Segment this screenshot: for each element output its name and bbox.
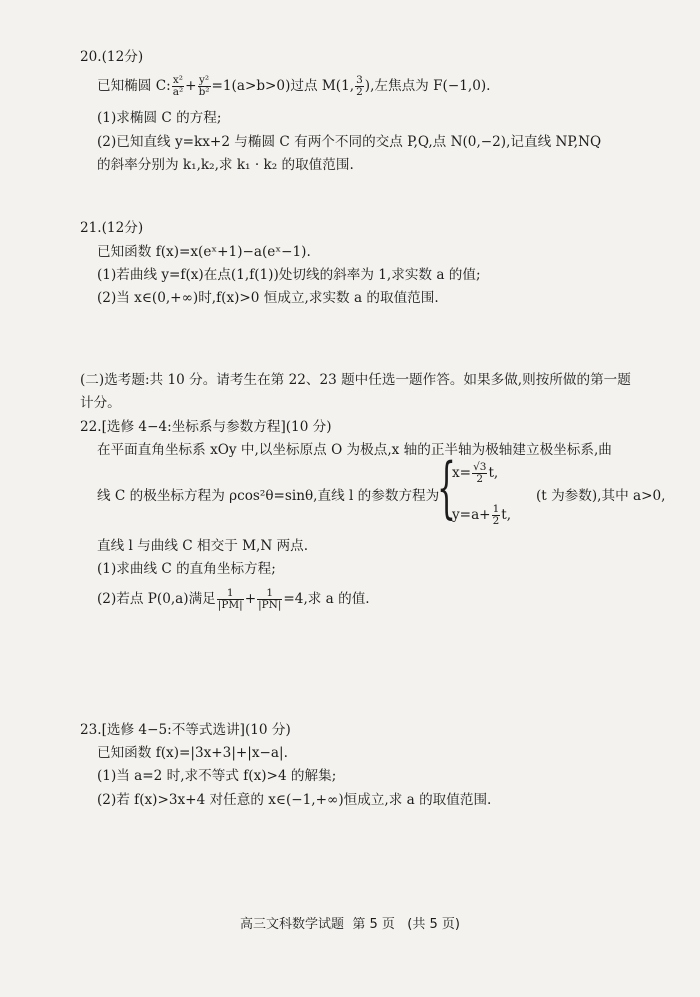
q20-stem-pre: 已知椭圆 C: xyxy=(97,78,171,94)
footer-page-number: 第 5 页 xyxy=(352,917,395,932)
show-through-text xyxy=(430,60,434,74)
q22-stem-line3: 直线 l 与曲线 C 相交于 M,N 两点. xyxy=(97,538,309,554)
q20-stem-post: ),左焦点为 F(−1,0). xyxy=(364,78,491,94)
elective-intro-line1: (二)选考题:共 10 分。请考生在第 22、23 题中任选一题作答。如果多做,则按所做的第一题 xyxy=(80,372,631,388)
q22-header: 22.[选修 4−4:坐标系与参数方程](10 分) xyxy=(80,419,332,435)
q21-part2: (2)当 x∈(0,+∞)时,f(x)>0 恒成立,求实数 a 的取值范围. xyxy=(97,290,439,306)
q22-fraction-sqrt3: $\frac{√3}{2}$ xyxy=(473,461,487,485)
q22-param-x: x= $\frac{√3}{2}$ t, xyxy=(452,461,499,485)
page-footer xyxy=(0,913,700,932)
q23-header: 23.[选修 4−5:不等式选讲](10 分) xyxy=(80,722,291,738)
q22-system-brace: { xyxy=(437,449,456,526)
q22-fraction-pm: $\frac{1}{|PM|}$ xyxy=(217,587,243,611)
q20-stem xyxy=(97,75,490,98)
q20-fraction-x: $\frac{\text{x²}}{\text{a²}}$ xyxy=(172,74,184,98)
q20-stem-mid: =1(a>b>0)过点 M(1, xyxy=(211,78,355,94)
q20-part2-cont: 的斜率分别为 k₁,k₂,求 k₁ · k₂ 的取值范围. xyxy=(97,157,354,173)
q22-fraction-half: $\frac{1}{2}$ xyxy=(492,503,500,527)
footer-page-total: (共 5 页) xyxy=(407,917,460,932)
q22-stem-line1: 在平面直角坐标系 xOy 中,以坐标原点 O 为极点,x 轴的正半轴为极轴建立极坐标系,曲 xyxy=(97,442,612,458)
q20-fraction-m: $\frac{3}{2}$ xyxy=(356,74,363,98)
q21-part1: (1)若曲线 y=f(x)在点(1,f(1))处切线的斜率为 1,求实数 a 的值; xyxy=(97,267,481,283)
q22-part1: (1)求曲线 C 的直角坐标方程; xyxy=(97,561,276,577)
footer-subject: 高三文科数学试题 xyxy=(240,917,345,932)
elective-intro-line2: 计分。 xyxy=(80,395,121,411)
q22-param-y: y=a+ $\frac{1}{2}$ t, xyxy=(452,503,512,527)
q22-param-note: (t 为参数),其中 a>0, xyxy=(536,488,666,504)
q20-part1: (1)求椭圆 C 的方程; xyxy=(97,110,222,126)
q22-stem-line2: 线 C 的极坐标方程为 ρcos²θ=sinθ,直线 l 的参数方程为 xyxy=(97,488,440,504)
q23-stem: 已知函数 f(x)=|3x+3|+|x−a|. xyxy=(97,745,288,761)
q23-part1: (1)当 a=2 时,求不等式 f(x)>4 的解集; xyxy=(97,768,337,784)
q20-header: 20.(12分) xyxy=(80,49,144,65)
q23-part2: (2)若 f(x)>3x+4 对任意的 x∈(−1,+∞)恒成立,求 a 的取值范围. xyxy=(97,792,492,808)
q20-plus: + xyxy=(185,78,197,94)
q21-stem: 已知函数 f(x)=x(eˣ+1)−a(eˣ−1). xyxy=(97,244,311,260)
q21-header: 21.(12分) xyxy=(80,220,144,236)
q20-fraction-y: $\frac{\text{y²}}{\text{b²}}$ xyxy=(198,74,210,98)
q20-part2: (2)已知直线 y=kx+2 与椭圆 C 有两个不同的交点 P,Q,点 N(0,−2),记直线 NP,NQ xyxy=(97,134,602,150)
q22-part2: (2)若点 P(0,a)满足 $\frac{1}{|PM|}$ + $\frac{1}{|PN|}$ =4,求 a 的值. xyxy=(97,587,370,611)
q22-fraction-pn: $\frac{1}{|PN|}$ xyxy=(258,587,282,611)
